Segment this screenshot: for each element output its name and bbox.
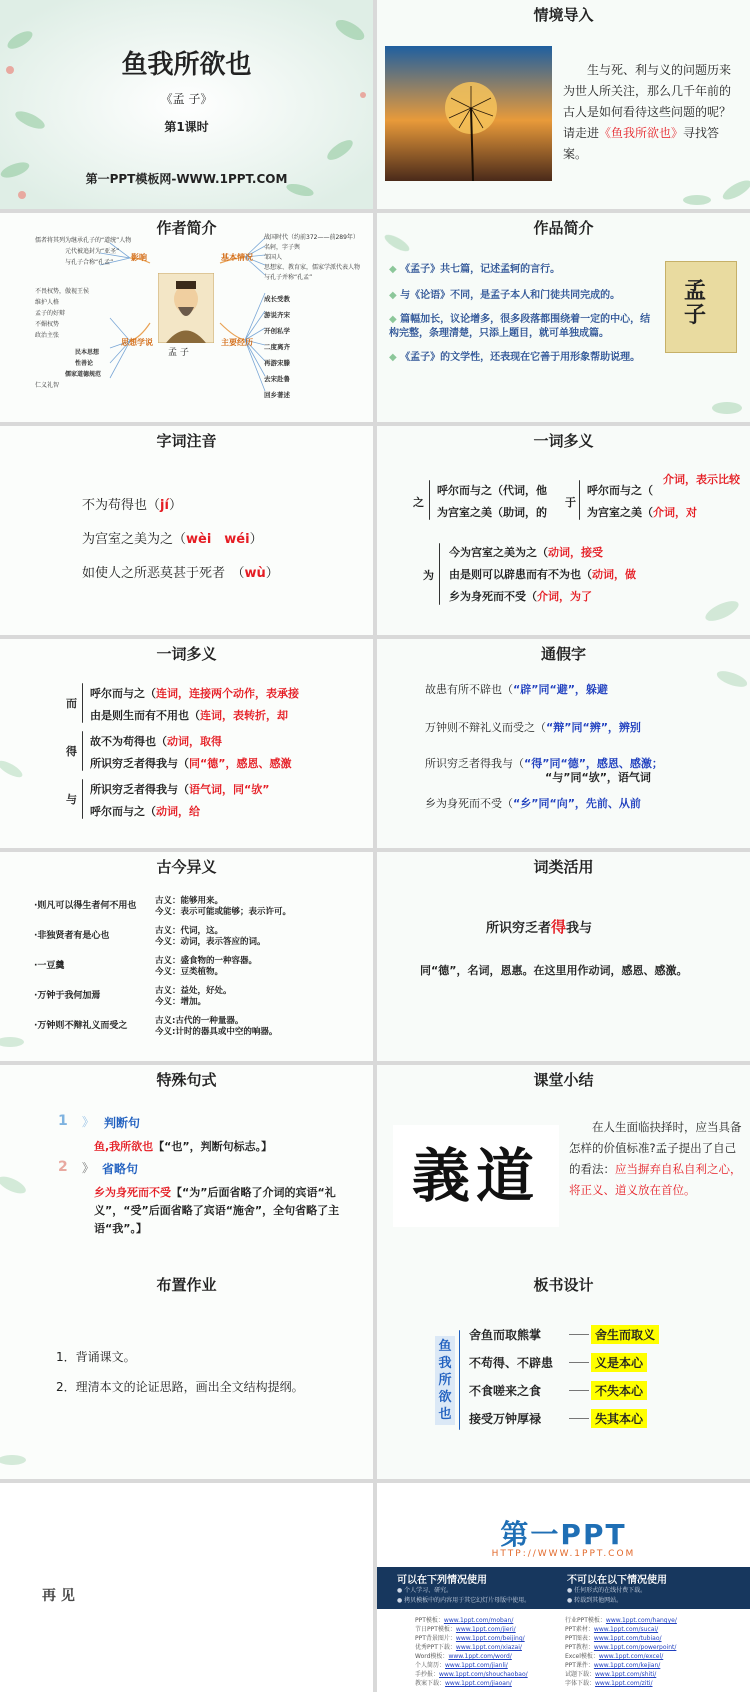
slide-polysemy-2[interactable] <box>0 639 373 848</box>
connector-line <box>569 1418 589 1419</box>
slide-intro[interactable] <box>377 0 750 209</box>
slide-sentence-patterns[interactable] <box>0 1065 373 1274</box>
gujin-phrase: ·非独贤者有是心也 <box>34 931 110 941</box>
node: 儒家道德规范 <box>65 371 102 378</box>
board-left-item: 不食嗟来之食 <box>469 1384 542 1398</box>
node: 与孔子并称“孔孟” <box>264 274 313 281</box>
summary-paragraph: 在人生面临抉择时，应当具备怎样的价值标准?孟子提出了自己的看法：应当摒弃自私自利之心，将正义、道义放在首位。 <box>569 1120 742 1197</box>
portrait-caption: 孟 子 <box>168 348 189 358</box>
gujin-modern: 今义：动词，表示答应的词。 <box>155 937 266 947</box>
node: 回乡著述 <box>264 391 290 399</box>
board-left-item: 不苟得、不辟患 <box>469 1356 554 1370</box>
gujin-phrase: ·则凡可以得生者何不用也 <box>34 901 137 911</box>
goodbye-text: 再 见 <box>42 1588 75 1604</box>
cannot-use-heading: 不可以在以下情况使用 <box>567 1575 667 1586</box>
slide-heading: 作者简介 <box>156 219 217 237</box>
can-use-1: ● 个人学习、研究。 <box>397 1587 453 1594</box>
resource-link[interactable]: PPT模板：www.1ppt.com/moban/ <box>415 1617 514 1624</box>
slide-heading: 一词多义 <box>156 645 217 663</box>
example-sentence: 所识穷乏者得我与 <box>486 918 593 936</box>
char-yu: 与 <box>66 793 77 806</box>
node: 性善论 <box>75 360 94 367</box>
bullet-list <box>389 263 657 365</box>
yu-1-note: 介词，表示比较 <box>663 473 740 486</box>
can-use-2: ● 拷贝模板中的内容用于其它幻灯片母版中使用。 <box>397 1597 531 1604</box>
mindmap-right <box>264 233 360 283</box>
tag-basic: 基本情况 <box>221 253 253 262</box>
node: 二度离齐 <box>264 343 290 351</box>
resource-link[interactable]: 个人简历：www.1ppt.com/jianli/ <box>415 1662 508 1669</box>
mindmap-left <box>35 235 131 391</box>
slide-gujin[interactable] <box>0 852 373 1061</box>
tag-experience: 主要经历 <box>221 338 253 347</box>
node: 再游宋滕 <box>264 359 290 367</box>
resource-link[interactable]: PPT图表：www.1ppt.com/tubiao/ <box>565 1635 662 1642</box>
side-label: 鱼我所欲也 <box>435 1336 455 1425</box>
slide-heading: 课堂小结 <box>533 1071 594 1089</box>
lesson-label: 第1课时 <box>164 120 209 134</box>
char-zhi: 之 <box>413 496 424 509</box>
source-label: 《孟 子》 <box>160 92 213 106</box>
slide-board-design[interactable] <box>377 1270 750 1479</box>
slide-heading: 情境导入 <box>533 6 594 24</box>
zhi-2: 为宫室之美（助词，的 <box>437 506 547 519</box>
homework-1: 1．背诵课文。 <box>56 1350 136 1364</box>
row-1: 故患有所不辟也（“辟”同“避”，躲避 <box>425 683 608 696</box>
resource-link[interactable]: 试题下载：www.1ppt.com/shiti/ <box>565 1671 657 1678</box>
brace <box>459 1330 460 1430</box>
board-right-item: 舍生而取义 <box>591 1325 659 1344</box>
zhi-1: 呼尔而与之（代词，他 <box>437 484 547 497</box>
chevron-icon: 》 <box>82 1161 95 1175</box>
leaf-background <box>377 1270 750 1479</box>
gujin-modern: 今义：增加。 <box>155 997 207 1007</box>
brace <box>439 543 440 605</box>
slide-heading: 词类活用 <box>533 858 594 876</box>
can-use-heading: 可以在下列情况使用 <box>397 1575 487 1586</box>
de-1: 故不为苟得也（动词，取得 <box>90 735 222 748</box>
node: 维护人格 <box>35 299 60 306</box>
board-left-item: 接受万钟厚禄 <box>469 1412 542 1426</box>
book-title: 孟子 <box>684 279 707 328</box>
slide-heading: 板书设计 <box>533 1276 594 1294</box>
slide-summary[interactable] <box>377 1065 750 1274</box>
cannot-use-1: ● 任何形式的在线付费下载。 <box>567 1587 647 1594</box>
site-url: HTTP://WWW.1PPT.COM <box>491 1549 636 1559</box>
site-label: 第一PPT模板网-WWW.1PPT.COM <box>85 172 288 186</box>
ppt-logo: 第一PPT <box>500 1518 627 1551</box>
node: 不畏权势，傲视王侯 <box>35 288 90 295</box>
node: 战国时代（约前372——前289年） <box>264 234 359 241</box>
node: 元代被追封为“亚圣” <box>65 248 120 255</box>
resource-link[interactable]: Excel模板：www.1ppt.com/excel/ <box>565 1653 664 1660</box>
homework-2: 2．理清本文的论证思路，画出全文结构提纲。 <box>56 1380 304 1394</box>
slide-title[interactable] <box>0 0 373 209</box>
gujin-phrase: ·万钟于我何加焉 <box>34 991 101 1001</box>
number-2: 2 <box>58 1159 68 1175</box>
er-2: 由是则生而有不用也（连词，表转折，却 <box>90 709 288 722</box>
board-right-item: 不失本心 <box>591 1381 647 1400</box>
brace <box>579 480 580 520</box>
gujin-ancient: 古义:古代的一种量器。 <box>155 1016 244 1026</box>
intro-highlight: 《鱼我所欲也》 <box>599 126 684 140</box>
gujin-ancient: 古义：代词，这。 <box>155 926 224 936</box>
node: 邹国人 <box>264 254 283 261</box>
omission-example: 乡为身死而不受【“为”后面省略了介词的宾语“礼义”，“受”后面省略了宾语“施舍”，全句省略了主语“我”。】 <box>94 1186 340 1235</box>
leaf-background <box>0 1065 373 1274</box>
node: 思想家、教育家，儒家学派代表人物 <box>264 264 361 271</box>
slide-goodbye[interactable] <box>0 1483 373 1692</box>
de-2: 所识穷乏者得我与（同“德”，感恩、感激 <box>90 757 292 770</box>
wei-1: 今为宫室之美为之（动词，接受 <box>449 546 603 559</box>
slide-tongjia[interactable] <box>377 639 750 848</box>
er-1: 呼尔而与之（连词，连接两个动作，表承接 <box>90 687 299 700</box>
resource-link[interactable]: Word模板：www.1ppt.com/word/ <box>415 1653 512 1660</box>
resource-link[interactable]: 字体下载：www.1ppt.com/ziti/ <box>565 1680 653 1687</box>
gujin-modern: 今义:计时的器具或中空的响器。 <box>155 1027 278 1037</box>
dandelion-sunset-image <box>385 46 552 181</box>
char-yu: 于 <box>565 496 576 509</box>
node: 政治主张 <box>35 332 60 339</box>
slide-pronunciation[interactable] <box>0 426 373 635</box>
mindmap-right-bottom <box>264 291 290 403</box>
resource-link[interactable]: PPT素材：www.1ppt.com/sucai/ <box>565 1626 659 1633</box>
intro-text: 生与死、利与义的问题历来为世人所关注，那么几千年前的古人是如何看待这些问题的呢？请走进 <box>563 63 732 140</box>
bullet-item: ◆ 《孟子》共七篇，记述孟轲的言行。 <box>389 264 561 275</box>
leaf-background <box>0 1270 373 1479</box>
judgment-example: 鱼,我所欲也【“也”，判断句标志。】 <box>94 1140 273 1153</box>
resource-link[interactable]: 手抄报：www.1ppt.com/shouchaobao/ <box>415 1671 528 1678</box>
leaf-background <box>377 852 750 1061</box>
yu-1: 所识穷乏者得我与（语气词，同“欤” <box>90 783 270 796</box>
heading-judgment: 判断句 <box>104 1116 141 1130</box>
gujin-ancient: 古义：能够用来。 <box>155 896 224 906</box>
number-1: 1 <box>58 1113 68 1129</box>
info-bar <box>377 1567 750 1609</box>
slide-word-class[interactable] <box>377 852 750 1061</box>
slide-heading: 字词注音 <box>156 432 217 450</box>
row-3-b: “与”同“欤”，语气词 <box>545 771 651 784</box>
brace <box>429 480 430 520</box>
line-3: 如使人之所恶莫甚于死者 （wù） <box>82 566 279 581</box>
node: 民本思想 <box>75 349 100 356</box>
resource-link[interactable]: PPT背景图片：www.1ppt.com/beijing/ <box>415 1635 525 1642</box>
cannot-use-2: ● 转载到其他网站。 <box>567 1597 623 1604</box>
main-title: 鱼我所欲也 <box>121 50 252 80</box>
wei-3: 乡为身死而不受（介词，为了 <box>449 590 592 603</box>
connector-line <box>569 1362 589 1363</box>
gujin-ancient: 古义：益处，好处。 <box>155 986 232 996</box>
heading-omission: 省略句 <box>102 1162 139 1176</box>
intro-text-end: 寻找答案。 <box>563 126 720 161</box>
slide-heading: 特殊句式 <box>156 1071 217 1089</box>
slide-polysemy-1[interactable] <box>377 426 750 635</box>
line-2: 为宫室之美为之（wèi wéi） <box>82 532 263 547</box>
gujin-modern: 今义：表示可能或能够；表示许可。 <box>155 907 292 917</box>
bullet-item: ◆ 与《论语》不同，是孟子本人和门徒共同完成的。 <box>389 290 621 301</box>
connector-line <box>569 1334 589 1335</box>
connector-line <box>569 1390 589 1391</box>
slide-heading: 一词多义 <box>533 432 594 450</box>
brace <box>82 683 83 723</box>
line-1: 不为苟得也（jí） <box>82 498 182 513</box>
slide-heading: 作品简介 <box>533 219 594 237</box>
gujin-phrase: ·一豆羹 <box>34 961 65 971</box>
board-left-item: 舍鱼而取熊掌 <box>469 1328 542 1342</box>
chevron-icon: 》 <box>82 1115 95 1129</box>
node: 孟子的好辩 <box>35 310 66 317</box>
char-de: 得 <box>66 745 77 758</box>
resource-link[interactable]: 优秀PPT下载：www.1ppt.com/xiazai/ <box>415 1644 522 1651</box>
gujin-ancient: 古义：盛食物的一种容器。 <box>155 956 258 966</box>
tag-influence: 影响 <box>131 253 147 262</box>
row-2: 万钟则不辩礼义而受之（“辩”同“辨”，辨别 <box>425 721 641 734</box>
brace <box>82 779 83 819</box>
board-right-item: 失其本心 <box>591 1409 647 1428</box>
node: 仁义礼智 <box>35 382 60 389</box>
resource-link[interactable]: PPT课件：www.1ppt.com/kejian/ <box>565 1662 661 1669</box>
explanation: 同“德”，名词，恩惠。在这里用作动词，感恩、感激。 <box>420 964 688 977</box>
resource-link[interactable]: PPT教程：www.1ppt.com/powerpoint/ <box>565 1644 677 1651</box>
row-4: 乡为身死而不受（“乡”同“向”，先前、从前 <box>425 797 641 810</box>
slide-heading: 通假字 <box>540 645 586 663</box>
slide-homework[interactable] <box>0 1270 373 1479</box>
intro-paragraph <box>563 60 741 165</box>
yu-1: 呼尔而与之（ <box>587 484 653 497</box>
node: 名轲，字子舆 <box>264 244 301 251</box>
node: 开创私学 <box>264 327 290 335</box>
resource-link[interactable]: 节日PPT模板：www.1ppt.com/jieri/ <box>415 1626 516 1633</box>
node: 与孔子合称“孔孟” <box>65 259 114 266</box>
node: 儒者将其列为继承孔子的“道统”人物 <box>35 237 132 244</box>
resource-link[interactable]: 行业PPT模板：www.1ppt.com/hangye/ <box>565 1617 677 1624</box>
yu-2: 呼尔而与之（动词，给 <box>90 805 200 818</box>
slide-credits[interactable] <box>377 1483 750 1692</box>
char-wei: 为 <box>423 569 434 582</box>
row-3: 所识穷乏者得我与（“得”同“德”，感恩、感激； <box>425 757 663 770</box>
node: 成长受教 <box>264 295 290 303</box>
slide-author[interactable] <box>0 213 373 422</box>
board-right-item: 义是本心 <box>591 1353 647 1372</box>
mencius-portrait <box>158 273 214 343</box>
node: 去宋赴鲁 <box>264 375 290 383</box>
slide-heading: 布置作业 <box>156 1276 217 1294</box>
node: 游说齐宋 <box>264 311 290 319</box>
resource-link[interactable]: 教案下载：www.1ppt.com/jiaoan/ <box>415 1680 512 1687</box>
calligraphy-image: 義道 <box>393 1125 559 1227</box>
bullet-item: ◆ 《孟子》的文学性，还表现在它善于用形象帮助说理。 <box>389 352 641 363</box>
leaf-background <box>377 639 750 848</box>
bullet-item: ◆ 篇幅加长，议论增多，很多段落都围绕着一定的中心，结构完整，条理清楚，只添上题目，就可单独成篇。 <box>389 314 651 339</box>
yu-2: 为宫室之美（介词，对 <box>587 506 697 519</box>
brace <box>82 731 83 771</box>
wei-2: 由是则可以辟患而有不为也（动词，做 <box>449 568 636 581</box>
book-cover <box>665 261 737 353</box>
node: 不媚权势 <box>35 321 60 328</box>
tag-thought: 思想学说 <box>121 338 153 347</box>
slide-work[interactable] <box>377 213 750 422</box>
gujin-phrase: ·万钟则不辩礼义而受之 <box>34 1021 128 1031</box>
gujin-modern: 今义：豆类植物。 <box>155 967 224 977</box>
char-er: 而 <box>66 697 77 710</box>
slide-heading: 古今异义 <box>156 858 217 876</box>
